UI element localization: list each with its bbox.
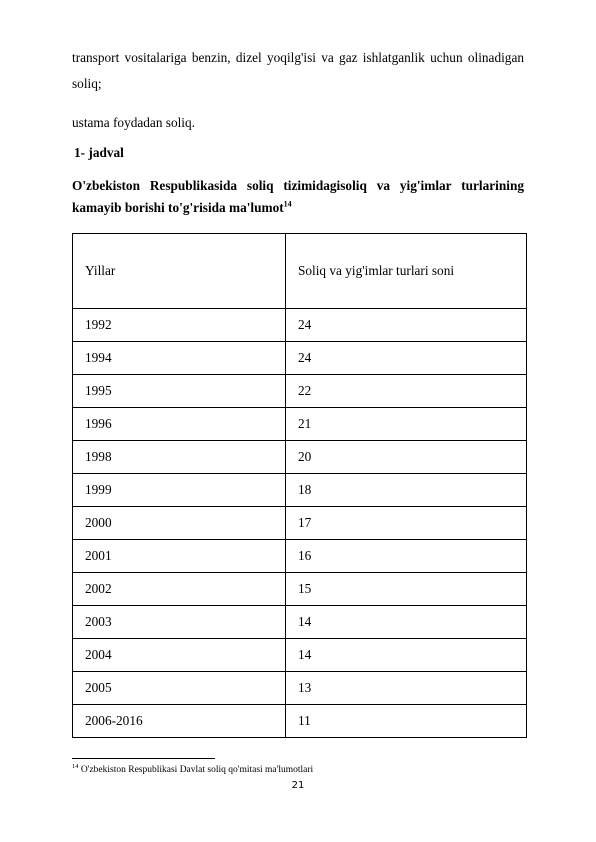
table-row	[73, 507, 527, 540]
paragraph-transport-tax	[72, 50, 524, 66]
tax-count-cell: 24	[286, 309, 527, 342]
table-row	[73, 705, 527, 738]
tax-count-cell: 16	[286, 540, 527, 573]
table-row	[73, 408, 527, 441]
table-label: 1- jadval	[74, 145, 124, 160]
page-number: 21	[291, 780, 305, 791]
table-row	[73, 606, 527, 639]
year-cell: 1999	[73, 474, 286, 507]
tax-count-cell: 20	[286, 441, 527, 474]
footnote-number: 14	[72, 762, 79, 770]
tax-count-cell: 22	[286, 375, 527, 408]
table-row	[73, 441, 527, 474]
year-cell: 2004	[73, 639, 286, 672]
paragraph-transport-tax-continued: soliq;	[72, 76, 102, 91]
table-row	[73, 375, 527, 408]
table-header-row	[73, 234, 527, 309]
table-row	[73, 342, 527, 375]
tax-count-cell: 21	[286, 408, 527, 441]
tax-count-cell: 18	[286, 474, 527, 507]
paragraph-line: transport vositalariga benzin, dizel yoqilg'isi va gaz ishlatganlik uchun olinadigan	[72, 50, 524, 65]
footnote-separator	[72, 758, 215, 759]
tax-count-cell: 13	[286, 672, 527, 705]
heading-text: kamayib borishi to'g'risida ma'lumot	[72, 200, 284, 215]
header-cell-years: Yillar	[73, 234, 286, 309]
table-heading-line-2	[72, 200, 524, 216]
table-row	[73, 573, 527, 606]
paragraph-surplus-profit-tax: ustama foydadan soliq.	[72, 115, 195, 130]
table-row	[73, 474, 527, 507]
table-heading-line-1	[72, 178, 524, 194]
year-cell: 1994	[73, 342, 286, 375]
year-cell: 1995	[73, 375, 286, 408]
tax-count-cell: 17	[286, 507, 527, 540]
year-cell: 1996	[73, 408, 286, 441]
header-cell-tax-count: Soliq va yig'imlar turlari soni	[286, 234, 527, 309]
heading-text: O'zbekiston Respublikasida soliq tizimidagisoliq va yig'imlar turlarining	[72, 178, 524, 193]
year-cell: 2003	[73, 606, 286, 639]
year-cell: 2000	[73, 507, 286, 540]
table-row	[73, 672, 527, 705]
year-cell: 1992	[73, 309, 286, 342]
tax-count-table	[72, 233, 527, 738]
tax-count-cell: 14	[286, 606, 527, 639]
footnote-reference[interactable]: 14	[283, 199, 292, 209]
footnote-text: O'zbekiston Respublikasi Davlat soliq qo'mitasi ma'lumotlari	[78, 765, 314, 775]
table-row	[73, 540, 527, 573]
tax-count-cell: 15	[286, 573, 527, 606]
year-cell: 2001	[73, 540, 286, 573]
tax-count-cell: 14	[286, 639, 527, 672]
year-cell: 2005	[73, 672, 286, 705]
year-cell: 2002	[73, 573, 286, 606]
footnote	[72, 762, 314, 775]
table-row	[73, 639, 527, 672]
tax-count-cell: 11	[286, 705, 527, 738]
year-cell: 1998	[73, 441, 286, 474]
table-row	[73, 309, 527, 342]
year-cell: 2006-2016	[73, 705, 286, 738]
tax-count-cell: 24	[286, 342, 527, 375]
